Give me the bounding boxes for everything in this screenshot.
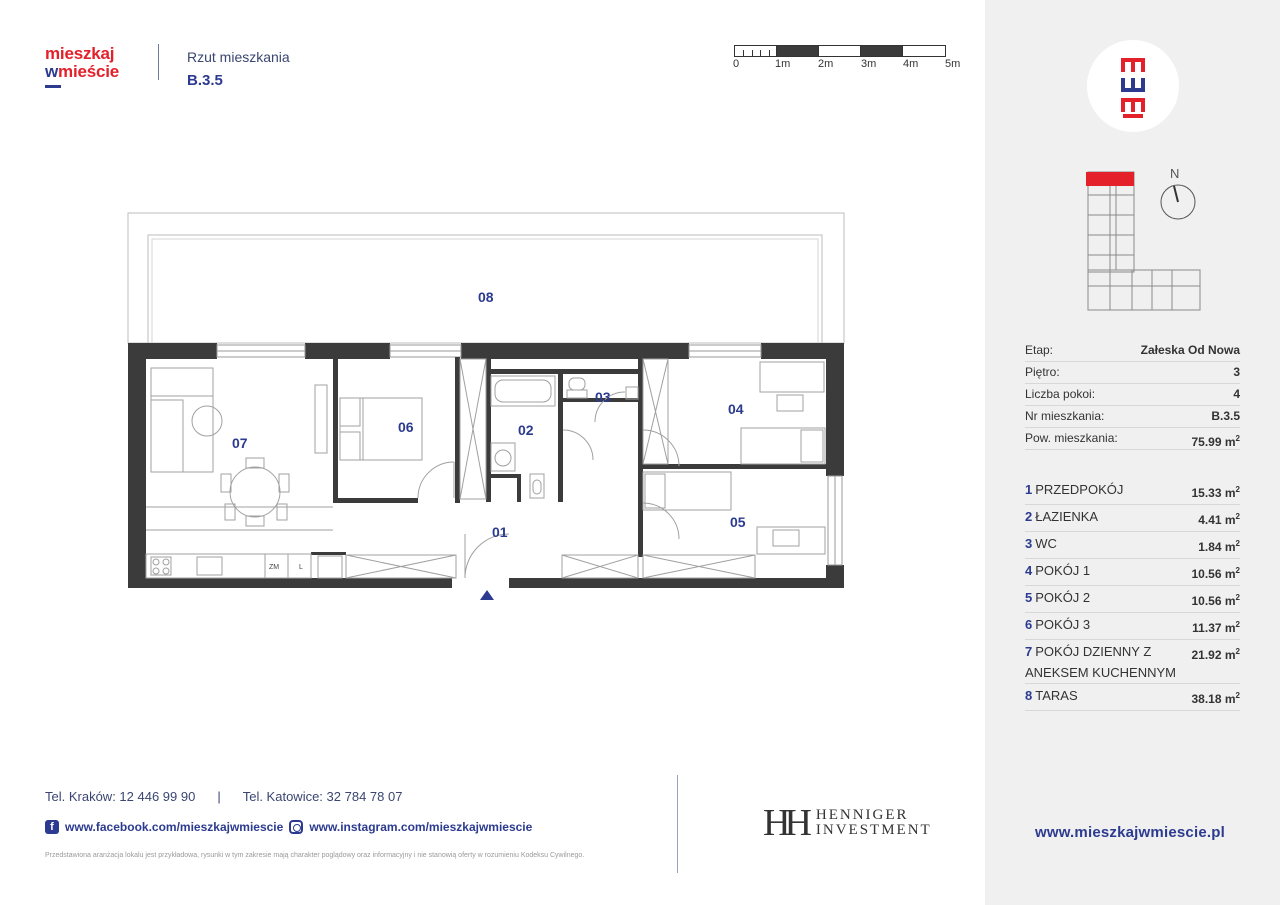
scale-segment [777,46,819,56]
room-name: POKÓJ 2 [1035,590,1091,605]
room-number: 8 [1025,688,1033,703]
info-row [1025,340,1240,362]
scale-label: 2m [818,58,834,70]
info-label: Liczba pokoi: [1025,387,1096,401]
phone-katowice[interactable]: Tel. Katowice: 32 784 78 07 [242,789,403,804]
building-minimap [1080,160,1220,320]
room-area-sup: 2 [1235,620,1240,629]
logo-w: w [45,62,59,81]
windows [217,345,842,565]
room-label-01: 01 [492,524,508,540]
info-value-text: 75.99 m [1191,435,1236,449]
info-label: Etap: [1025,343,1054,357]
room-area: 15.33 m [1191,486,1236,500]
room-area: 21.92 m [1191,648,1236,662]
instagram-link[interactable]: www.instagram.com/mieszkajwmiescie [309,820,533,834]
sidebar [985,0,1280,905]
scale-label: 4m [903,58,919,70]
scale-segment [861,46,903,56]
footer-divider [677,775,678,873]
room-row [1025,532,1240,559]
website-link[interactable]: www.mieszkajwmiescie.pl [1035,824,1225,841]
room-name: ŁAZIENKA [1035,509,1099,524]
mwm-logo-icon [1087,40,1179,132]
instagram-icon[interactable] [289,820,303,834]
room-area: 10.56 m [1191,594,1236,608]
room-area-sup: 2 [1235,647,1240,656]
logo-rest: mieście [58,62,120,81]
room-name: WC [1035,536,1057,551]
scale-label: 3m [861,58,877,70]
info-row [1025,406,1240,428]
room-list [1025,478,1240,711]
room-row [1025,478,1240,505]
scale-label: 0 [733,58,740,70]
info-label: Pow. mieszkania: [1025,431,1118,445]
scale-label: 5m [945,58,961,70]
room-row [1025,505,1240,532]
interior-walls [311,357,826,557]
room-name: POKÓJ DZIENNY Z ANEKSEM KUCHENNYM [1025,644,1176,680]
room-number: 2 [1025,509,1033,524]
room-row [1025,613,1240,640]
room-label-08: 08 [478,289,494,305]
phone-separator: | [217,789,221,804]
info-row [1025,362,1240,384]
info-row [1025,428,1240,450]
info-value: B.3.5 [1211,409,1240,423]
facebook-icon[interactable]: f [45,820,59,834]
entrance-arrow [480,590,494,600]
info-label: Nr mieszkania: [1025,409,1105,423]
scale-segment [735,46,777,56]
room-label-02: 02 [518,422,534,438]
room-number: 7 [1025,644,1033,659]
room-number: 6 [1025,617,1033,632]
room-area-sup: 2 [1235,691,1240,700]
room-name: PRZEDPOKÓJ [1035,482,1124,497]
scale-label: 1m [775,58,791,70]
room-row [1025,586,1240,613]
logo-line1: mieszkaj [45,44,115,63]
apartment-code: B.3.5 [187,72,223,89]
room-row [1025,640,1240,684]
henniger-line1: HENNIGER [815,807,909,823]
room-area: 11.37 m [1192,621,1236,635]
room-area: 4.41 m [1198,513,1236,527]
henniger-line2: INVESTMENT [815,822,932,838]
info-value [1192,428,1241,449]
room-number: 1 [1025,482,1033,497]
room-number: 4 [1025,563,1033,578]
terrace-08 [128,213,844,343]
contact-phones [45,789,402,804]
info-label: Piętro: [1025,365,1060,379]
logo-line2 [45,63,155,81]
mwm-badge [1087,40,1179,132]
apartment-highlight [1086,172,1134,186]
room-label-04: 04 [728,401,744,417]
room-area-sup: 2 [1235,485,1240,494]
info-value: 3 [1233,365,1240,379]
info-value: Załeska Od Nowa [1140,343,1240,357]
room-area: 1.84 m [1198,540,1236,554]
room-label-05: 05 [730,514,746,530]
scale-segment [819,46,861,56]
facebook-link[interactable]: www.facebook.com/mieszkajwmiescie [65,820,284,834]
brand-logo[interactable] [45,45,155,81]
apartment-info [1025,340,1240,450]
appliance-zm: ZM [269,564,280,571]
scale-labels [730,58,970,72]
compass-north: N [1170,166,1180,181]
info-row [1025,384,1240,406]
room-area-sup: 2 [1235,593,1240,602]
info-value: 4 [1233,387,1240,401]
floor-plan [125,210,850,610]
henniger-text [816,808,932,838]
disclaimer: Przedstawiona aranżacja lokalu jest przykładowa, rysunki w tym zakresie mają charakter poglądowy oraz informacyjny i nie stanowią oferty w rozumieniu Kodeksu Cywilnego. [45,852,585,859]
logo-underline [45,85,61,88]
room-name: POKÓJ 3 [1035,617,1091,632]
room-label-07: 07 [232,435,248,451]
plan-caption: Rzut mieszkania [187,49,290,65]
room-number: 3 [1025,536,1033,551]
scale-bar [734,45,946,57]
room-name: TARAS [1035,688,1078,703]
room-area-sup: 2 [1235,566,1240,575]
henniger-mark-icon: HH [763,802,806,844]
phone-krakow[interactable]: Tel. Kraków: 12 446 99 90 [45,789,196,804]
room-row [1025,684,1240,711]
social-links [45,820,532,834]
room-row [1025,559,1240,586]
appliance-l: L [299,564,303,571]
room-label-03: 03 [595,389,611,405]
henniger-logo [763,802,932,844]
room-area-sup: 2 [1235,539,1240,548]
info-value-sup: 2 [1235,434,1240,443]
room-number: 5 [1025,590,1033,605]
room-area-sup: 2 [1235,512,1240,521]
scale-segment [903,46,945,56]
room-area: 38.18 m [1191,692,1236,706]
room-area: 10.56 m [1191,567,1236,581]
header-divider [158,44,159,80]
room-label-06: 06 [398,419,414,435]
room-name: POKÓJ 1 [1035,563,1091,578]
